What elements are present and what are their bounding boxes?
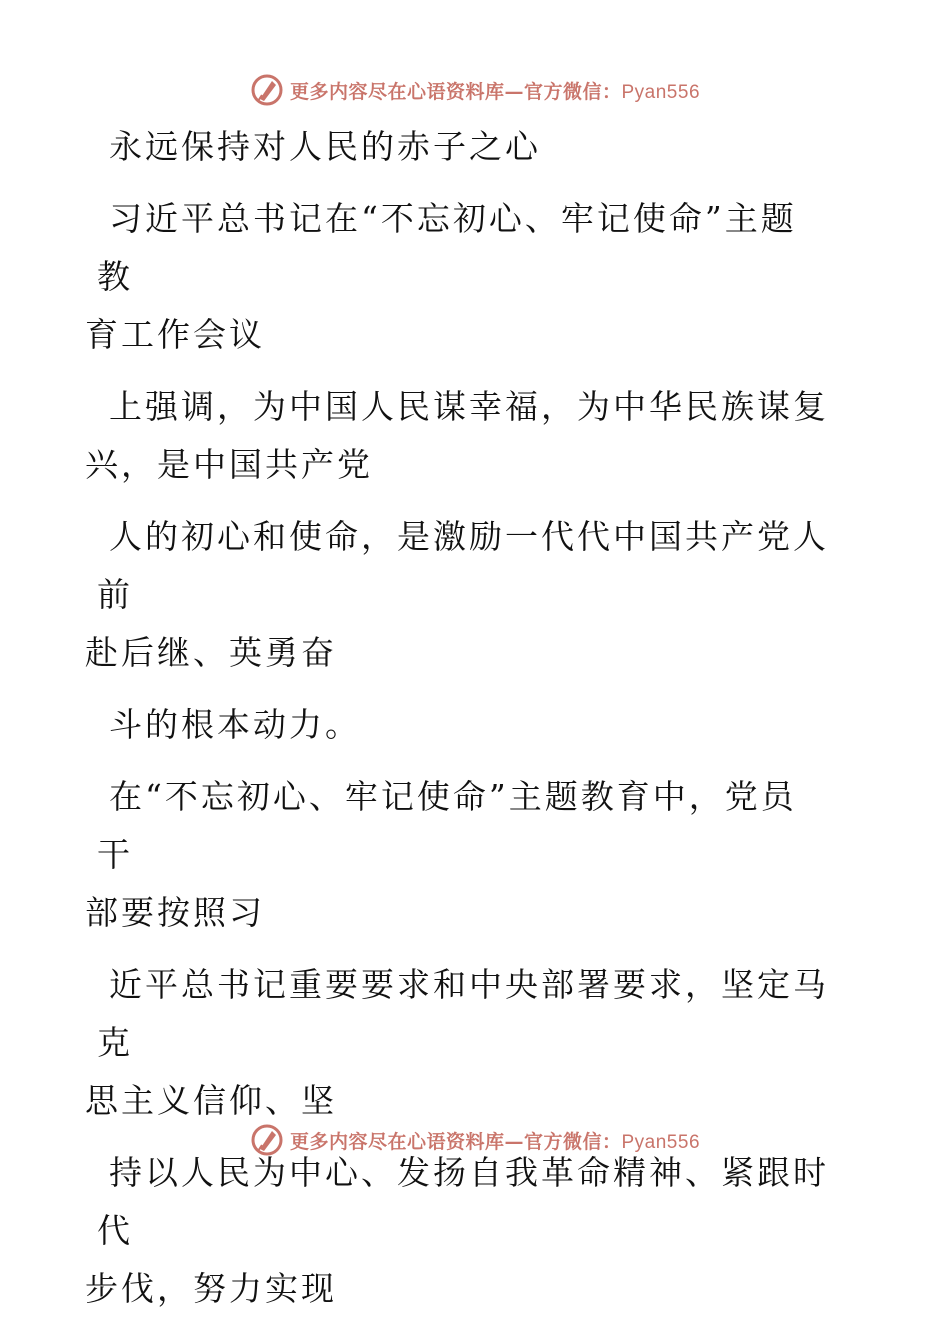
paragraph-line: 兴，是中国共产党 [85, 445, 373, 484]
paragraph-line: 斗的根本动力。 [109, 705, 361, 744]
paragraph [85, 1144, 832, 1318]
header-banner [0, 70, 950, 110]
paragraph [85, 956, 832, 1130]
paragraph-line: 育工作会议 [85, 315, 265, 354]
quill-logo-icon [250, 73, 284, 107]
paragraph-line: 在“不忘初心、牢记使命”主题教育中，党员干 [97, 777, 797, 874]
paragraph [85, 768, 832, 942]
paragraph-line: 步伐，努力实现 [85, 1269, 337, 1308]
paragraph [97, 696, 832, 754]
paragraph-line: 习近平总书记在“不忘初心、牢记使命”主题教 [97, 199, 797, 296]
quill-logo-icon [250, 1123, 284, 1157]
paragraph-line: 思主义信仰、坚 [85, 1081, 337, 1120]
paragraph [85, 378, 832, 494]
paragraph-line: 赴后继、英勇奋 [85, 633, 337, 672]
paragraph [85, 190, 832, 364]
paragraph-line: 近平总书记重要要求和中央部署要求，坚定马克 [97, 965, 829, 1062]
paragraph [85, 508, 832, 682]
footer-banner [0, 1120, 950, 1160]
paragraph-line: 人的初心和使命，是激励一代代中国共产党人前 [97, 517, 829, 614]
paragraph-line: 持以人民为中心、发扬自我革命精神、紧跟时代 [97, 1153, 829, 1250]
banner-text: 更多内容尽在心语资料库—官方微信：Pyan556 [289, 1130, 701, 1153]
paragraph-line: 上强调，为中国人民谋幸福，为中华民族谋复 [109, 387, 829, 426]
document-title: 永远保持对人民的赤子之心 [109, 127, 541, 166]
banner-text: 更多内容尽在心语资料库—官方微信：Pyan556 [289, 80, 701, 103]
paragraph-line: 部要按照习 [85, 893, 265, 932]
